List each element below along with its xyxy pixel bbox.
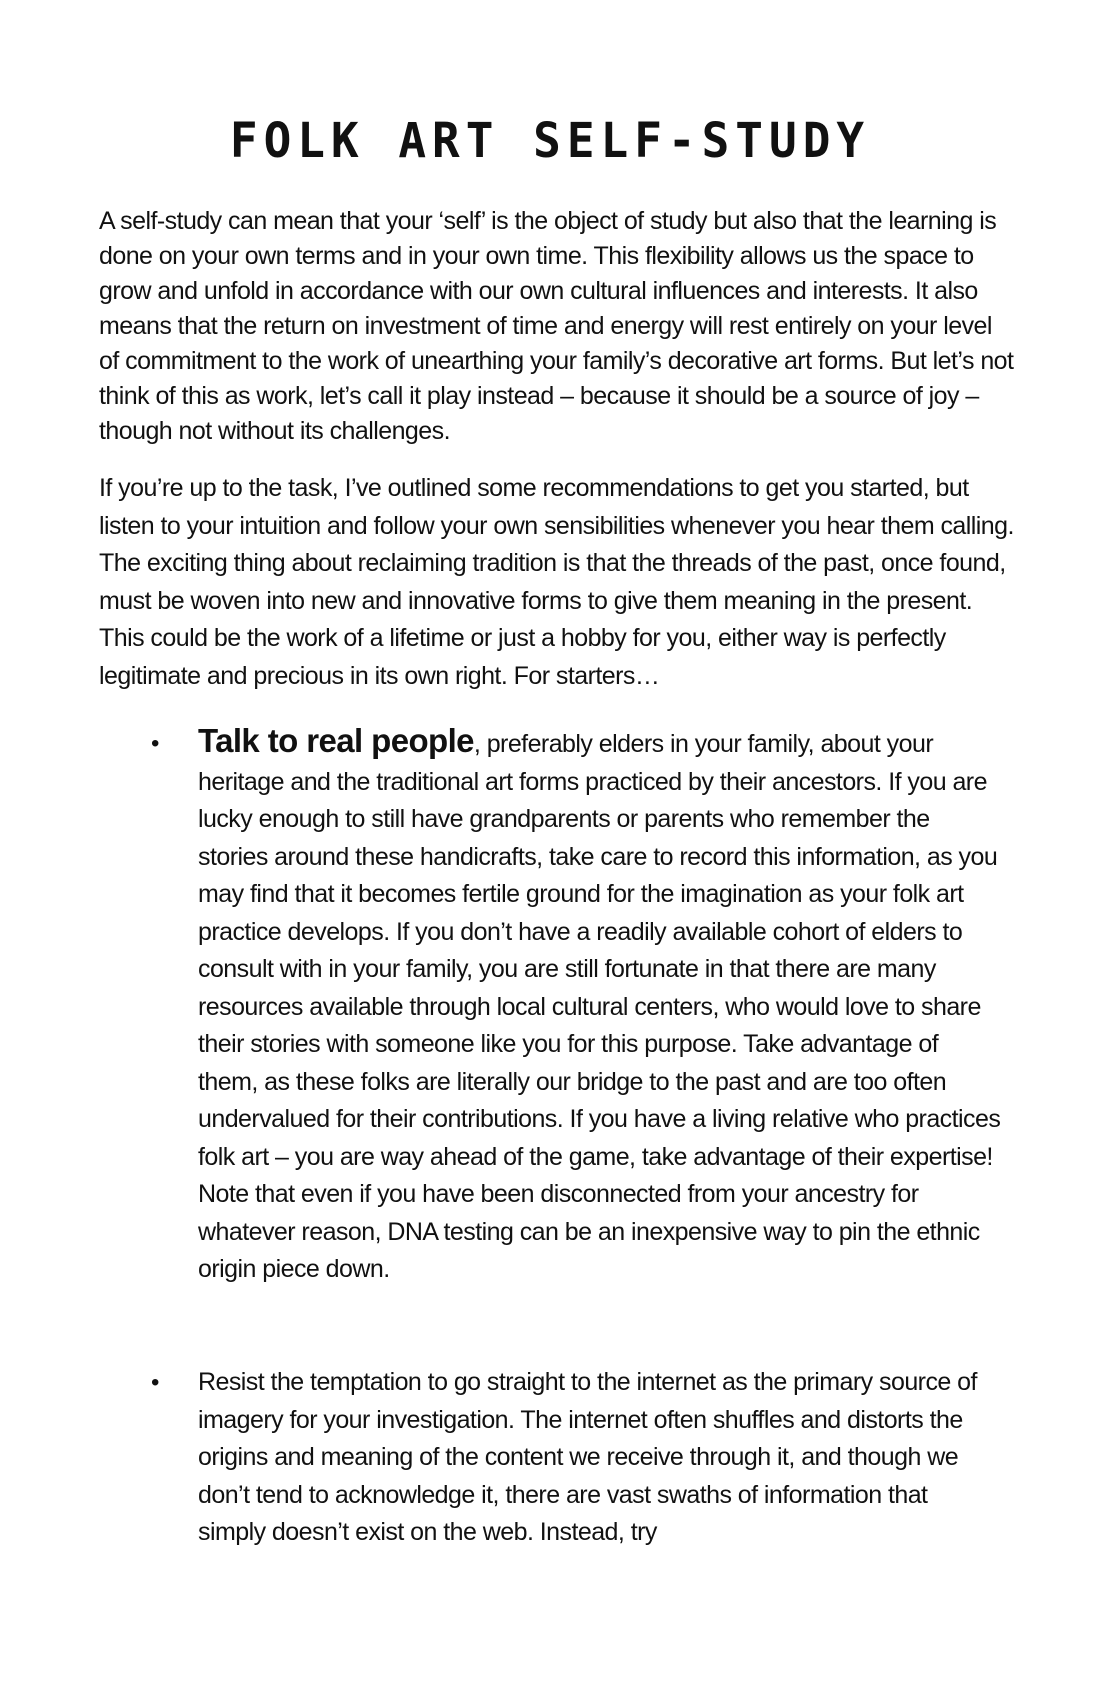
list-item-text: Resist the temptation to go straight to the internet as the primary source of imagery for your investigation. The internet often shuffles and distorts the origins and meaning of the content we receive through it, and though we don’t tend to acknowledge it, there are vast swaths of information that simply doesn’t exist on the web. Instead, try xyxy=(198,1368,977,1546)
intro-paragraph: A self-study can mean that your ‘self’ is the object of study but also that the learning is done on your own terms and in your own time. This flexibility allows us the space to grow and unfold in accordance with our own cultural influences and interests. It also means that the return on investment of time and energy will rest entirely on your level of commitment to the work of unearthing your family’s decorative art forms. But let’s not think of this as work, let’s call it play instead – because it should be a source of joy – though not without its challenges. xyxy=(99,207,1014,445)
recommendations-paragraph: If you’re up to the task, I’ve outlined some recommendations to get you started, but listen to your intuition and follow your own sensibilities whenever you hear them calling. The exciting thing about reclaiming tradition is that the threads of the past, once found, must be woven into new and innovative forms to give them meaning in the present. This could be the work of a lifetime or just a hobby for you, either way is perfectly legitimate and precious in its own right. For starters… xyxy=(99,474,1014,690)
bullet-icon: • xyxy=(151,1369,160,1396)
bullet-icon: • xyxy=(151,730,160,757)
list-item-lead: Talk to real people xyxy=(198,722,474,759)
list-item-body: , preferably elders in your family, about your heritage and the traditional art forms practiced by their ancestors. If you are lucky enough to still have grandparents or parents who remember the stories around these handicrafts, take care to record this information, as you may find that it becomes fertile ground for the imagination as your folk art practice develops. If you don’t have a readily available cohort of elders to consult with in your family, you are still fortunate in that there are many resources available through local cultural centers, who would love to share their stories with someone like you for this purpose. Take advantage of them, as these folks are literally our bridge to the past and are too often undervalued for their contributions. If you have a living relative who practices folk art – you are way ahead of the game, take advantage of their expertise! Note that even if you have been disconnected from your ancestry for whatever reason, DNA testing can be an inexpensive way to pin the ethnic origin piece down. xyxy=(198,730,1001,1283)
page-title: FOLK ART SELF-STUDY xyxy=(229,111,871,169)
list-item-text xyxy=(198,722,1001,1289)
